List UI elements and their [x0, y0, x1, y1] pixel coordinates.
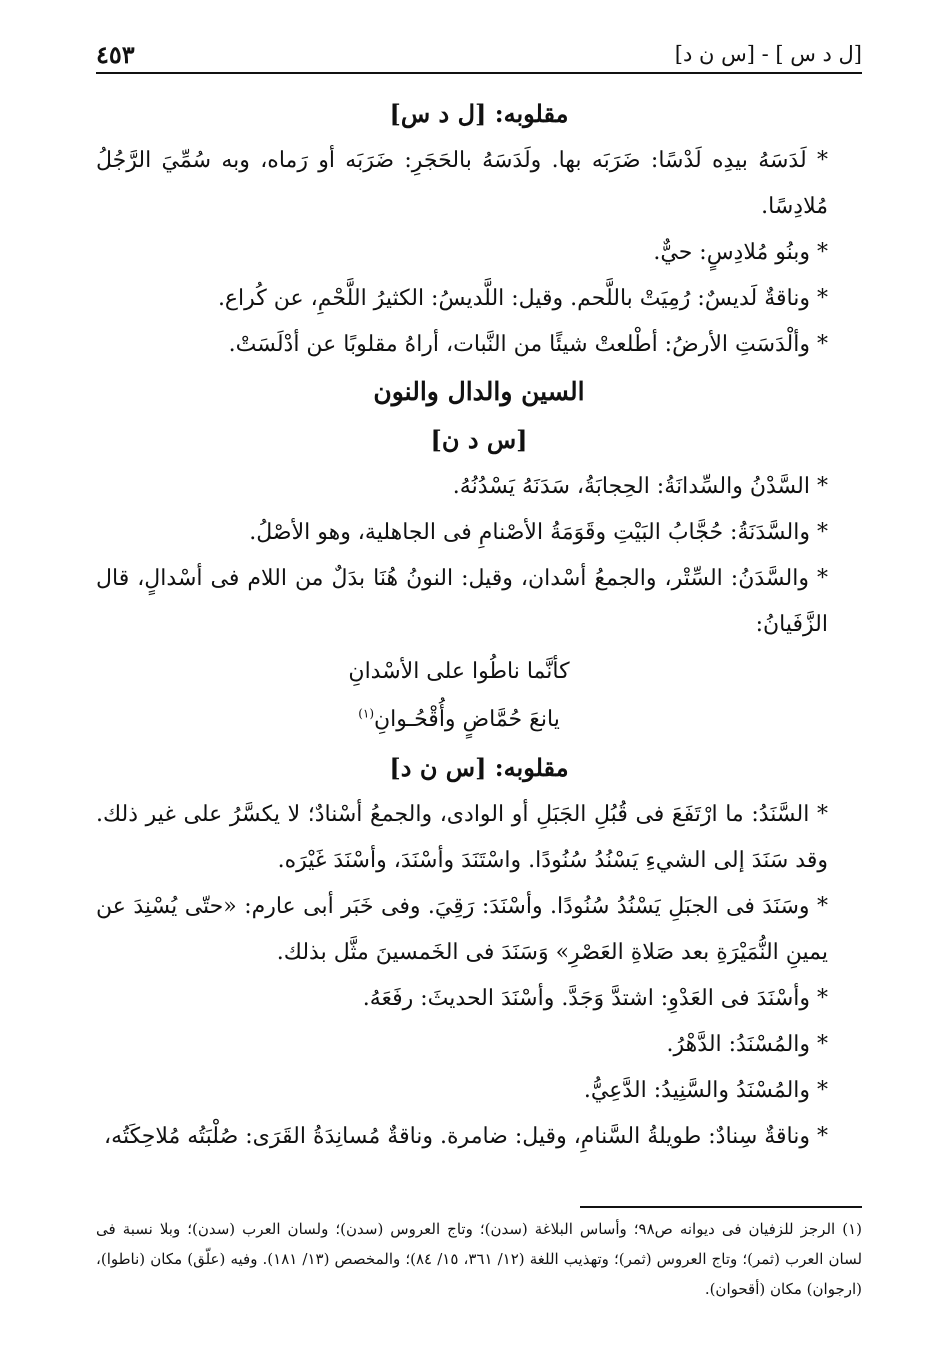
page-number: ٤٥٣	[96, 39, 135, 69]
verse-text: يانعَ حُمَّاضٍ وأُقْحُـوانِ	[374, 707, 560, 732]
entry-paragraph: * وناقةٌ لَديسٌ: رُمِيَتْ باللَّحم. وقيل: اللَّديسُ: الكثيرُ اللَّحْمِ، عن كُراع.	[217, 286, 828, 311]
footnote-marker: (١)	[358, 706, 375, 721]
entry-paragraph: * السَّنَدُ: ما ارْتَفَعَ فى قُبُلِ الجَبَلِ أو الوادى، والجمعُ أسْنادٌ؛ لا يكسَّرُ على غير ذلك. وقد سَنَدَ إلى الشيءِ يَسْنُدُ سُنُودًا. واسْتَنَدَ وأسْنَدَ، وأسْنَدَ غَيْرَه.	[96, 802, 828, 873]
chapter-heading: السين والدال والنون	[373, 377, 585, 406]
entry-paragraph: * وناقةٌ سِنادٌ: طويلةُ السَّنامِ، وقيل: ضامرة. وناقةٌ مُسانِدَةُ القَرَى: صُلْبَتُه مُلاحِكَتُه،	[104, 1124, 828, 1149]
running-title: [ل د س ] - [س ن د]	[674, 42, 862, 66]
page-header	[96, 36, 862, 74]
footnote: (١) الرجز للزفيان فى ديوانه ص٩٨؛ وأساس البلاغة (سدن)؛ وتاج العروس (سدن)؛ ولسان العرب (سدن)؛ وبلا نسبة فى لسان العرب (ثمر)؛ وتاج العروس (ثمر)؛ وتهذيب اللغة (١٢/ ٣٦١، ١٥/ ٨٤)؛ والمخصص (١٣/ ١٨١). وفيه (علّق) مكان (ناطوا)، (ارجوان) مكان (أقحوان).	[96, 1220, 863, 1298]
entry-paragraph: * والسَّدَنَةُ: حُجَّابُ البَيْتِ وقَوَمَةُ الأصْنامِ فى الجاهلية، وهو الأصْلُ.	[249, 520, 828, 545]
entry-paragraph: * والسَّدَنُ: السِّتْر، والجمعُ أسْدان، وقيل: النونُ هُنَا بدَلٌ من اللام فى أسْدالٍ، قال الزَّفَيانُ:	[96, 566, 828, 637]
verse-line	[96, 696, 862, 744]
section-heading-maqlub-l-d-s: مقلوبه: [ل د س]	[389, 99, 569, 128]
entry-paragraph: * وبنُو مُلادِسٍ: حيٌّ.	[653, 240, 828, 265]
entry-paragraph: * السَّدْنُ والسِّدانَةُ: الحِجابَةُ، سَدَنَهُ يَسْدُنُهُ.	[452, 474, 828, 499]
entry-paragraph: * وسَنَدَ فى الجبَلِ يَسْنُدُ سُنُودًا. وأسْنَدَ: رَقِيَ. وفى خَبَر أبى عارم: «حتّى يُسْنِدَ عن يمينِ النُّمَيْرَةِ بعد صَلاةِ العَصْرِ» وَسَنَدَ فى الخَمسينَ مثَّل بذلك.	[96, 894, 828, 965]
verse-line: كأنَّما ناطُوا على الأسْدانِ	[348, 659, 570, 684]
entry-paragraph: * والمُسْنَدُ والسَّنِيدُ: الدَّعِيُّ.	[583, 1078, 828, 1103]
footnote-divider	[580, 1206, 862, 1208]
entry-paragraph: * لَدَسَهُ بيدِه لَدْسًا: ضَرَبَه بها. ولَدَسَهُ بالحَجَرِ: ضَرَبَه أو رَماه، وبه سُمِّيَ الرَّجُلُ مُلادِسًا.	[96, 148, 828, 219]
entry-paragraph: * والمُسْنَدُ: الدَّهْرُ.	[666, 1032, 828, 1057]
section-heading-maqlub-s-n-d: مقلوبه: [س ن د]	[389, 753, 569, 782]
root-heading-s-d-n: [س د ن]	[430, 425, 528, 454]
page-body	[96, 90, 862, 1160]
entry-paragraph: * وألْدَسَتِ الأرضُ: أطْلعتْ شيئًا من النَّبات، أراهُ مقلوبًا عن أدْلَسَتْ.	[228, 332, 828, 357]
entry-paragraph: * وأسْنَدَ فى العَدْوِ: اشتدَّ وَجَدَّ. وأسْنَدَ الحديثَ: رفَعَهُ.	[362, 986, 828, 1011]
